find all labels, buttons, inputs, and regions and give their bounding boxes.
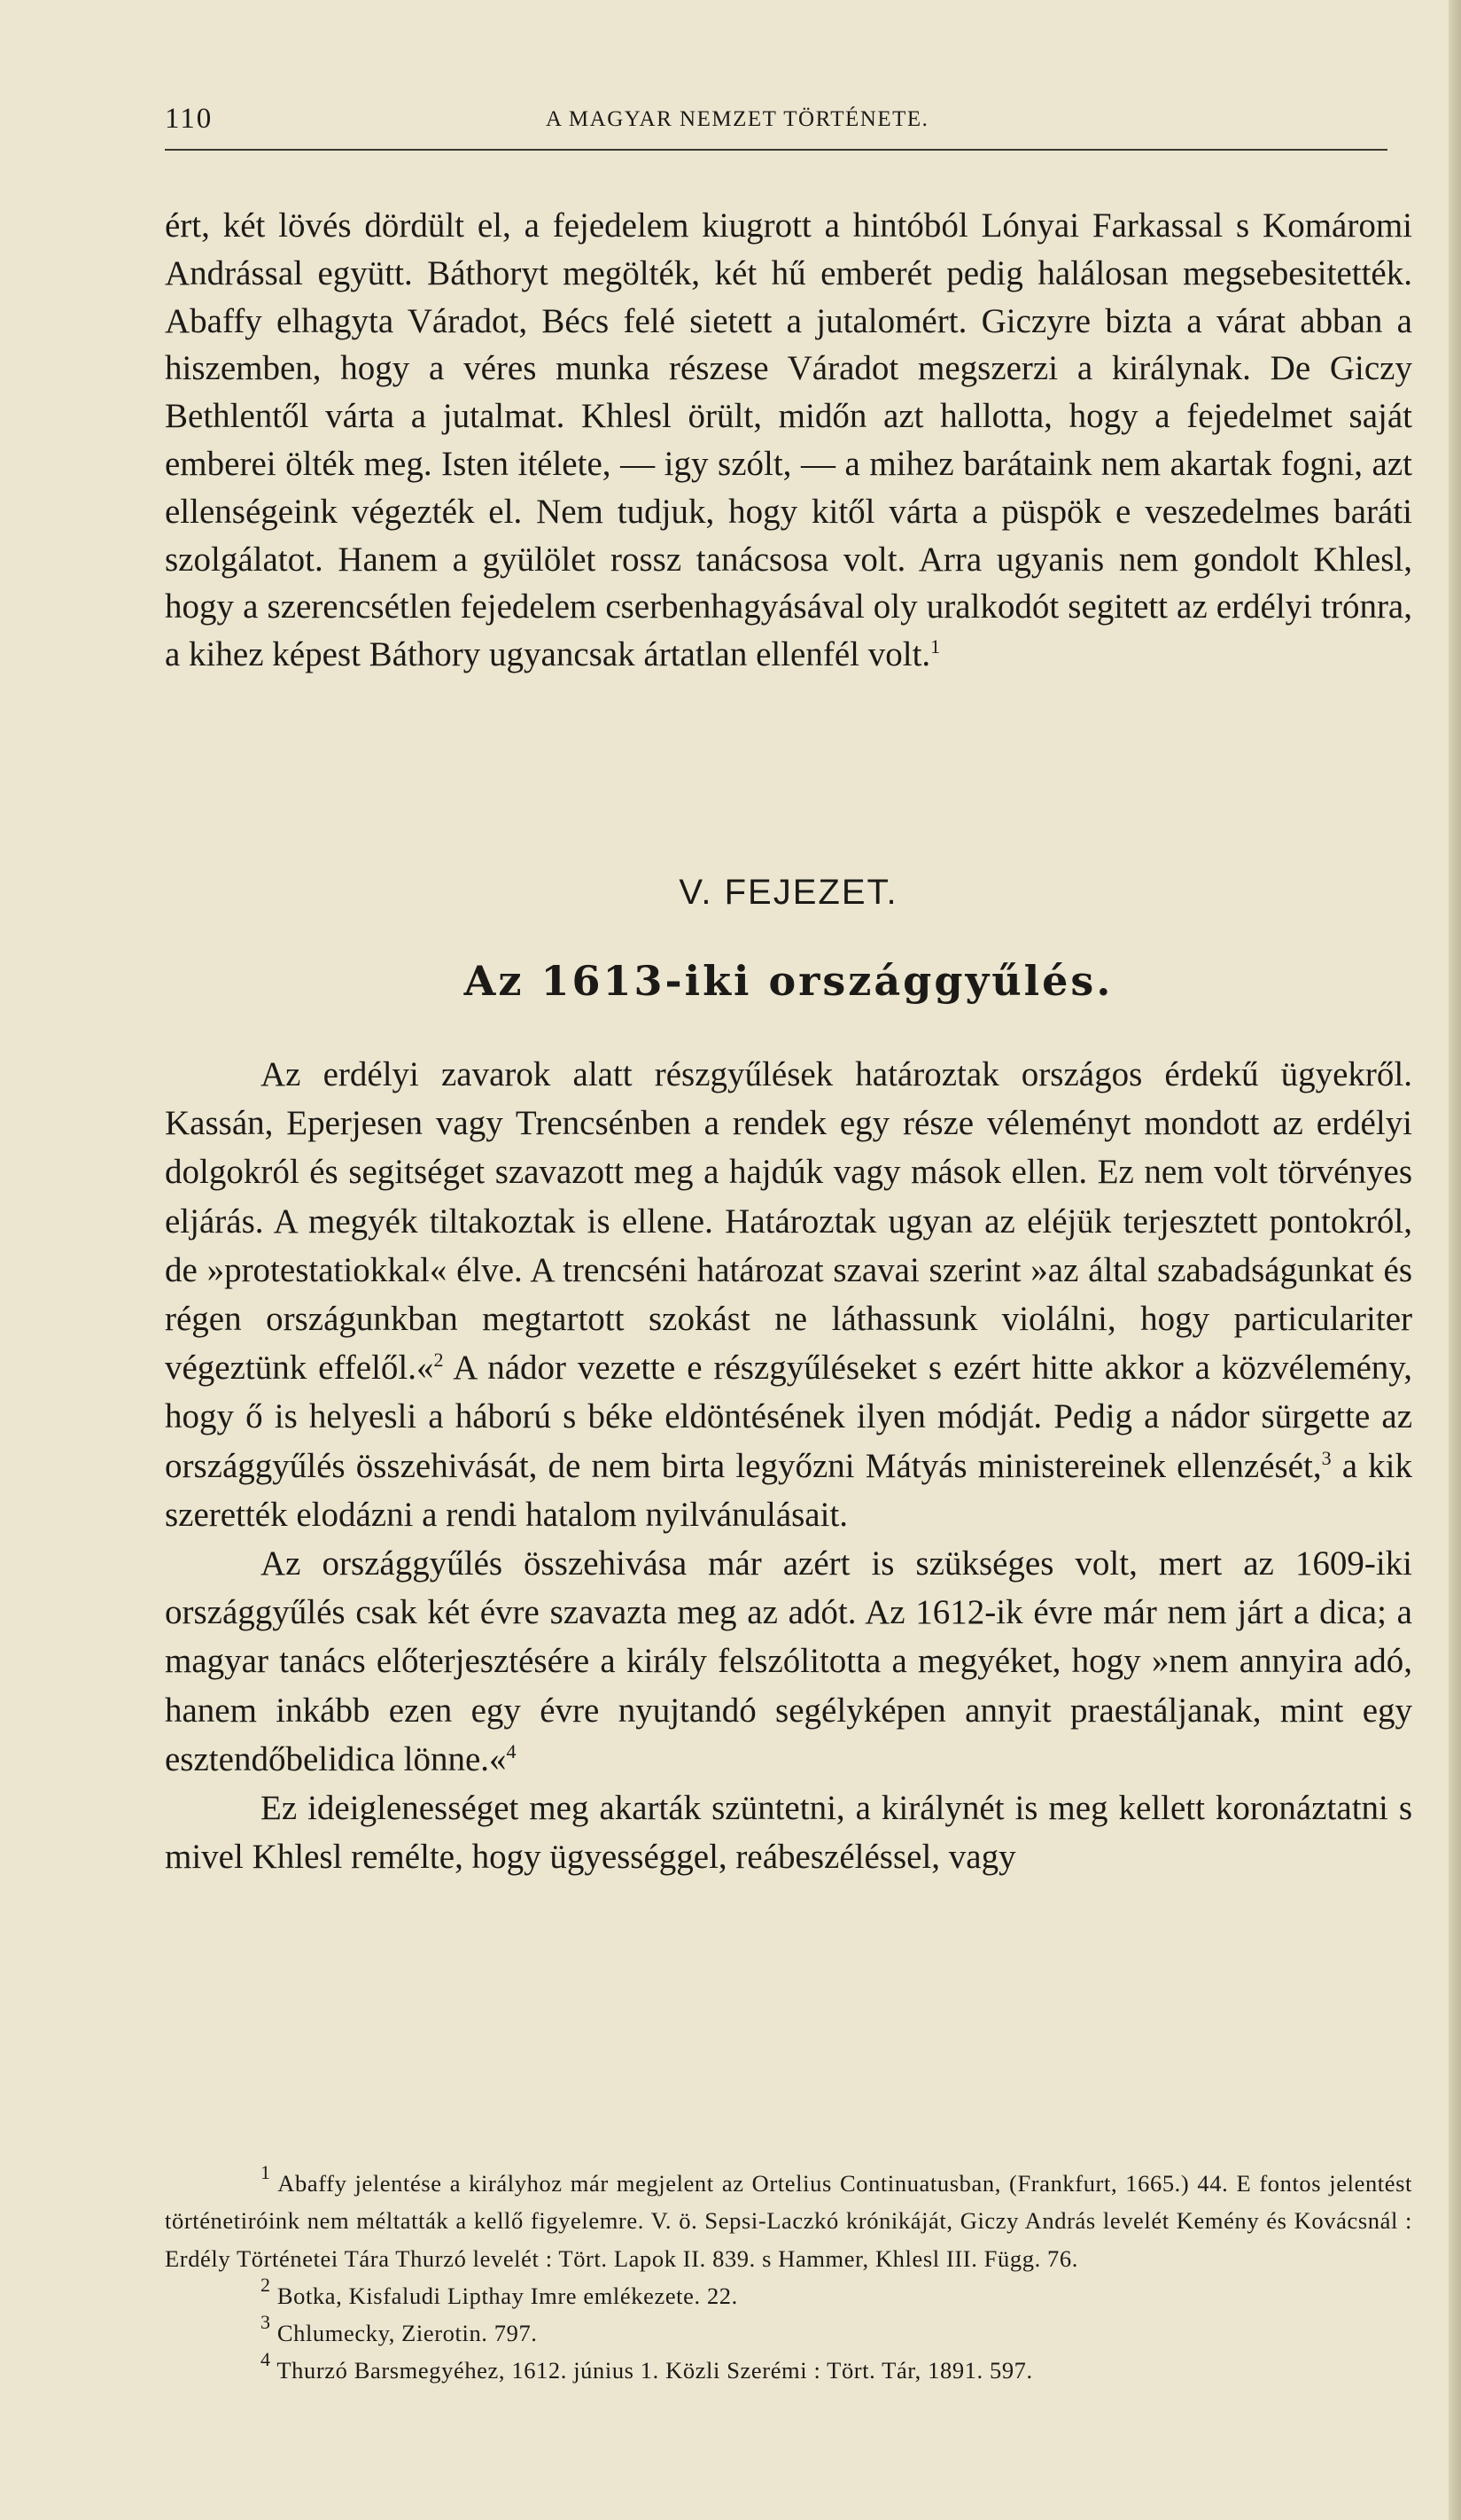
paragraph-2	[165, 1539, 1412, 1784]
footnote-4	[165, 2348, 1412, 2389]
footnote-ref-3: 3	[1321, 1446, 1332, 1469]
chapter-heading: V. FEJEZET.	[679, 873, 898, 912]
intro-text	[165, 202, 1412, 679]
paragraph-3: Ez ideiglenességet meg akarták szüntetni, a királynét is meg kellett koronáztatni s mivel Khlesl remélte, hogy ügyességgel, reábeszéléssel, vagy	[165, 1789, 1412, 1877]
footnote-mark-2: 2	[260, 2273, 271, 2296]
footnote-ref-2: 2	[433, 1349, 444, 1372]
intro-paragraph-text: ért, két lövés dördült el, a fejedelem kiugrott a hintóból Lónyai Farkassal s Komáromi Andrással együtt. Báthoryt megölték, két hű emberét pedig halálosan megsebesitették. Abaffy elhagyta Váradot, Bécs felé sietett a jutalomért. Giczyre bizta a várat abban a hiszemben, hogy a véres munka részese Váradot megszerzi a királynak. De Giczy Bethlentől várta a jutalmat. Khlesl örült, midőn azt hallotta, hogy a fejedelmet saját emberei ölték meg. Isten itélete, — igy szólt, — a mihez barátaink nem akartak fogni, azt ellenségeink végezték el. Nem tudjuk, hogy kitől várta a püspök e veszedelmes baráti szolgálatot. Hanem a gyülölet rossz tanácsosa volt. Arra ugyanis nem gondolt Khlesl, hogy a szerencsétlen fejedelem cserbenhagyásával oly uralkodót segitett az erdélyi trónra, a kihez képest Báthory ugyancsak ártatlan ellenfél volt.	[165, 206, 1412, 674]
paragraph-2-text: Az országgyűlés összehivása már azért is szükséges volt, mert az 1609-iki országgyűlés csak két évre szavazta meg az adót. Az 1612-ik évre már nem járt a dica; a magyar tanács előterjesztésére a király felszólitotta a megyéket, hogy »nem annyira adó, hanem inkább ezen egy évre nyujtandó segélyképen annyit praestáljanak, mint egy esztendőbelidica lönne.«	[165, 1544, 1412, 1778]
footnote-text-2: Botka, Kisfaludi Lipthay Imre emlékezete. 22.	[276, 2282, 738, 2309]
intro-paragraph	[165, 202, 1412, 679]
page-header	[165, 103, 1387, 151]
page-number: 110	[165, 103, 214, 135]
footnote-1	[165, 2161, 1412, 2277]
paragraph-1	[165, 1050, 1412, 1539]
footnotes	[165, 2161, 1412, 2390]
chapter-body	[165, 1050, 1412, 1881]
footnote-text-4: Thurzó Barsmegyéhez, 1612. június 1. Közli Szerémi : Tört. Tár, 1891. 597.	[276, 2357, 1033, 2384]
footnote-mark-4: 4	[260, 2348, 271, 2371]
footnote-2	[165, 2273, 1412, 2314]
paragraph-1-part-3: a kik szerették elodázni a rendi hatalom nyilvánulásait.	[165, 1446, 1412, 1534]
footnote-mark-3: 3	[260, 2311, 271, 2334]
footnote-text-3: Chlumecky, Zierotin. 797.	[276, 2320, 538, 2347]
paragraph-1-part-1: Az erdélyi zavarok alatt részgyűlések határoztak országos érdekű ügyekről. Kassán, Eperjesen vagy Trencsénben a rendek egy része véleményt mondott az erdélyi dolgokról és segitséget szavazott meg a hajdúk vagy mások ellen. Ez nem volt törvényes eljárás. A megyék tiltakoztak is ellene. Határoztak ugyan az eléjük terjesztett pontokról, de »protestatiokkal« élve. A trencséni határozat szavai szerint »az által szabadságunkat és régen országunkban megtartott szokást ne láthassunk violálni, hogy particulariter végeztünk effelől.«	[165, 1055, 1412, 1388]
footnote-3	[165, 2311, 1412, 2352]
footnote-ref-4: 4	[506, 1739, 517, 1762]
page-edge-shadow	[1449, 0, 1461, 2520]
footnote-mark-1: 1	[260, 2161, 271, 2183]
footnote-ref-1: 1	[930, 635, 941, 658]
paragraph-1-part-2: A nádor vezette e részgyűléseket s ezért hitte akkor a közvélemény, hogy ő is helyesli a háború s béke eldöntésének ilyen módját. Pedig a nádor sürgette az országgyűlés összehivását, de nem birta legyőzni Mátyás ministereinek ellenzését,	[165, 1349, 1412, 1485]
footnote-text-1: Abaffy jelentése a királyhoz már megjelent az Ortelius Continuatusban, (Frankfurt, 1665.) 44. E fontos jelentést történetiróink nem méltatták a kellő figyelemre. V. ö. Sepsi-Laczkó krónikáját, Giczy András levelét Kemény és Kovácsnál : Erdély Történetei Tára Thurzó levelét : Tört. Lapok II. 839. s Hammer, Khlesl III. Függ. 76.	[165, 2170, 1412, 2272]
running-title: A MAGYAR NEMZET TÖRTÉNETE.	[546, 107, 929, 131]
chapter-title: Az 1613-iki országgyűlés.	[463, 957, 1114, 1005]
